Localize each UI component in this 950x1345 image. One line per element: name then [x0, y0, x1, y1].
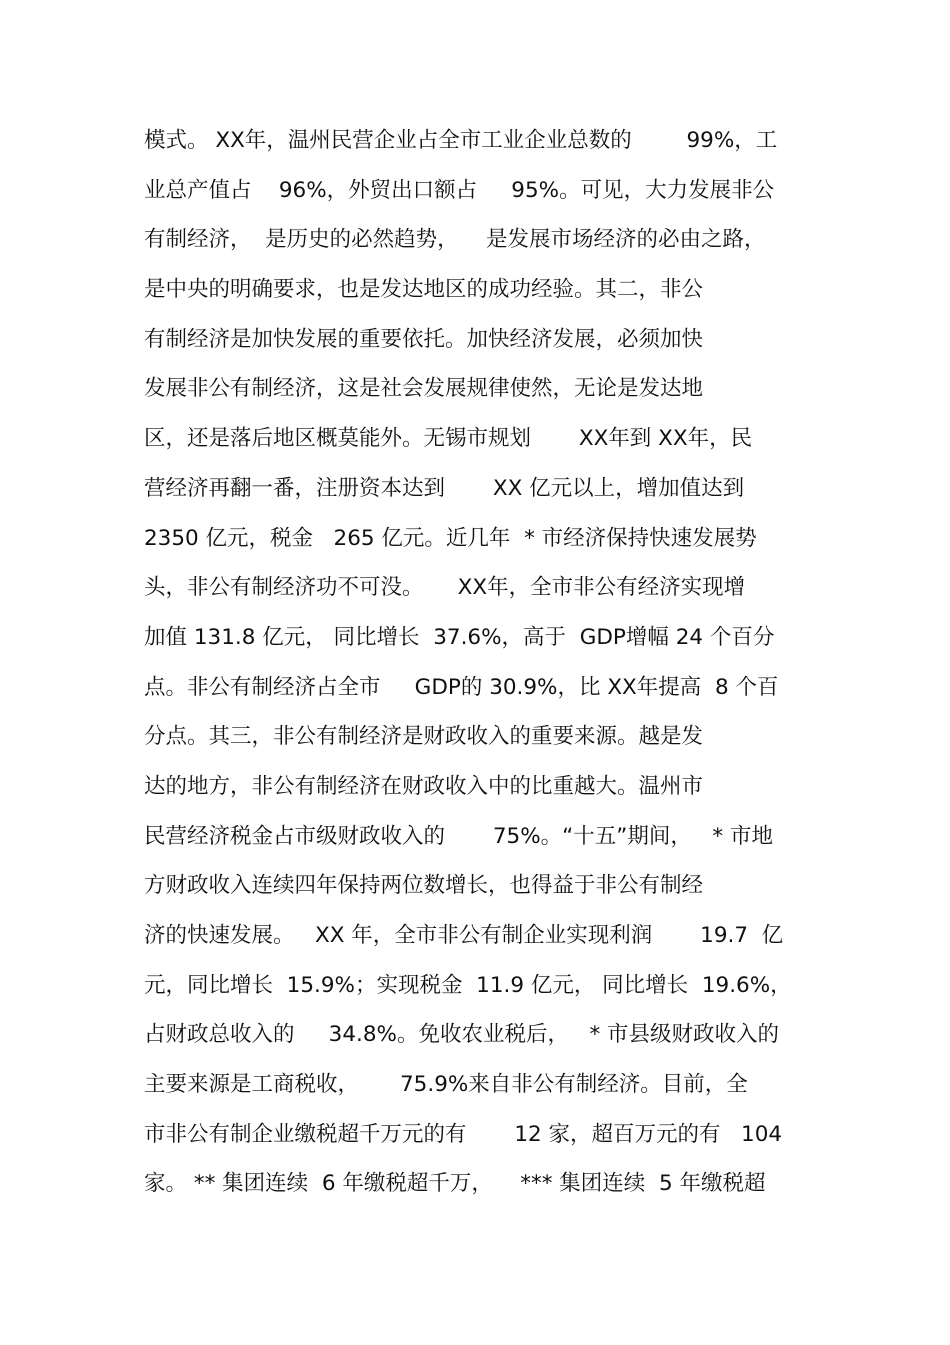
text-line: 区，还是落后地区概莫能外。无锡市规划 XX年到 XX年，民 — [144, 426, 753, 452]
text-line: 发展非公有制经济，这是社会发展规律使然，无论是发达地 — [144, 376, 704, 402]
text-line: 是中央的明确要求，也是发达地区的成功经验。其二，非公 — [144, 277, 704, 303]
text-line: 有制经济是加快发展的重要依托。加快经济发展，必须加快 — [144, 326, 704, 352]
text-line: 模式。 XX年，温州民营企业占全市工业企业总数的 99%，工 — [144, 128, 778, 153]
text-line: 元，同比增长 15.9%；实现税金 11.9 亿元， 同比增长 19.6%， — [144, 972, 792, 998]
text-line: 占财政总收入的 34.8%。免收农业税后， * 市县级财政收入的 — [144, 1022, 780, 1048]
text-line: 业总产值占 96%，外贸出口额占 95%。可见，大力发展非公 — [144, 177, 775, 203]
text-line: 有制经济， 是历史的必然趋势， 是发展市场经济的必由之路， — [144, 227, 766, 253]
text-line: 达的地方，非公有制经济在财政收入中的比重越大。温州市 — [144, 773, 704, 799]
text-line: 主要来源是工商税收， 75.9%来自非公有制经济。目前，全 — [144, 1072, 748, 1098]
text-line: 头，非公有制经济功不可没。 XX年，全市非公有经济实现增 — [144, 575, 746, 601]
text-line: 营经济再翻一番，注册资本达到 XX 亿元以上，增加值达到 — [144, 475, 745, 501]
text-line: 家。 ** 集团连续 6 年缴税超千万， *** 集团连续 5 年缴税超 — [144, 1171, 766, 1197]
text-line: 市非公有制企业缴税超千万元的有 12 家，超百万元的有 104 — [144, 1121, 783, 1147]
text-line: 方财政收入连续四年保持两位数增长，也得益于非公有制经 — [144, 873, 704, 899]
text-line: 济的快速发展。 XX 年，全市非公有制企业实现利润 19.7 亿 — [144, 923, 784, 948]
text-line: 2350 亿元，税金 265 亿元。近几年 * 市经济保持快速发展势 — [144, 525, 757, 551]
text-line: 分点。其三，非公有制经济是财政收入的重要来源。越是发 — [144, 724, 704, 750]
text-line: 点。非公有制经济占全市 GDP的 30.9%，比 XX年提高 8 个百 — [144, 674, 779, 700]
body-text — [144, 116, 814, 1209]
text-line: 加值 131.8 亿元， 同比增长 37.6%，高于 GDP增幅 24 个百分 — [144, 624, 775, 650]
text-line: 民营经济税金占市级财政收入的 75%。“十五”期间， * 市地 — [144, 823, 773, 849]
